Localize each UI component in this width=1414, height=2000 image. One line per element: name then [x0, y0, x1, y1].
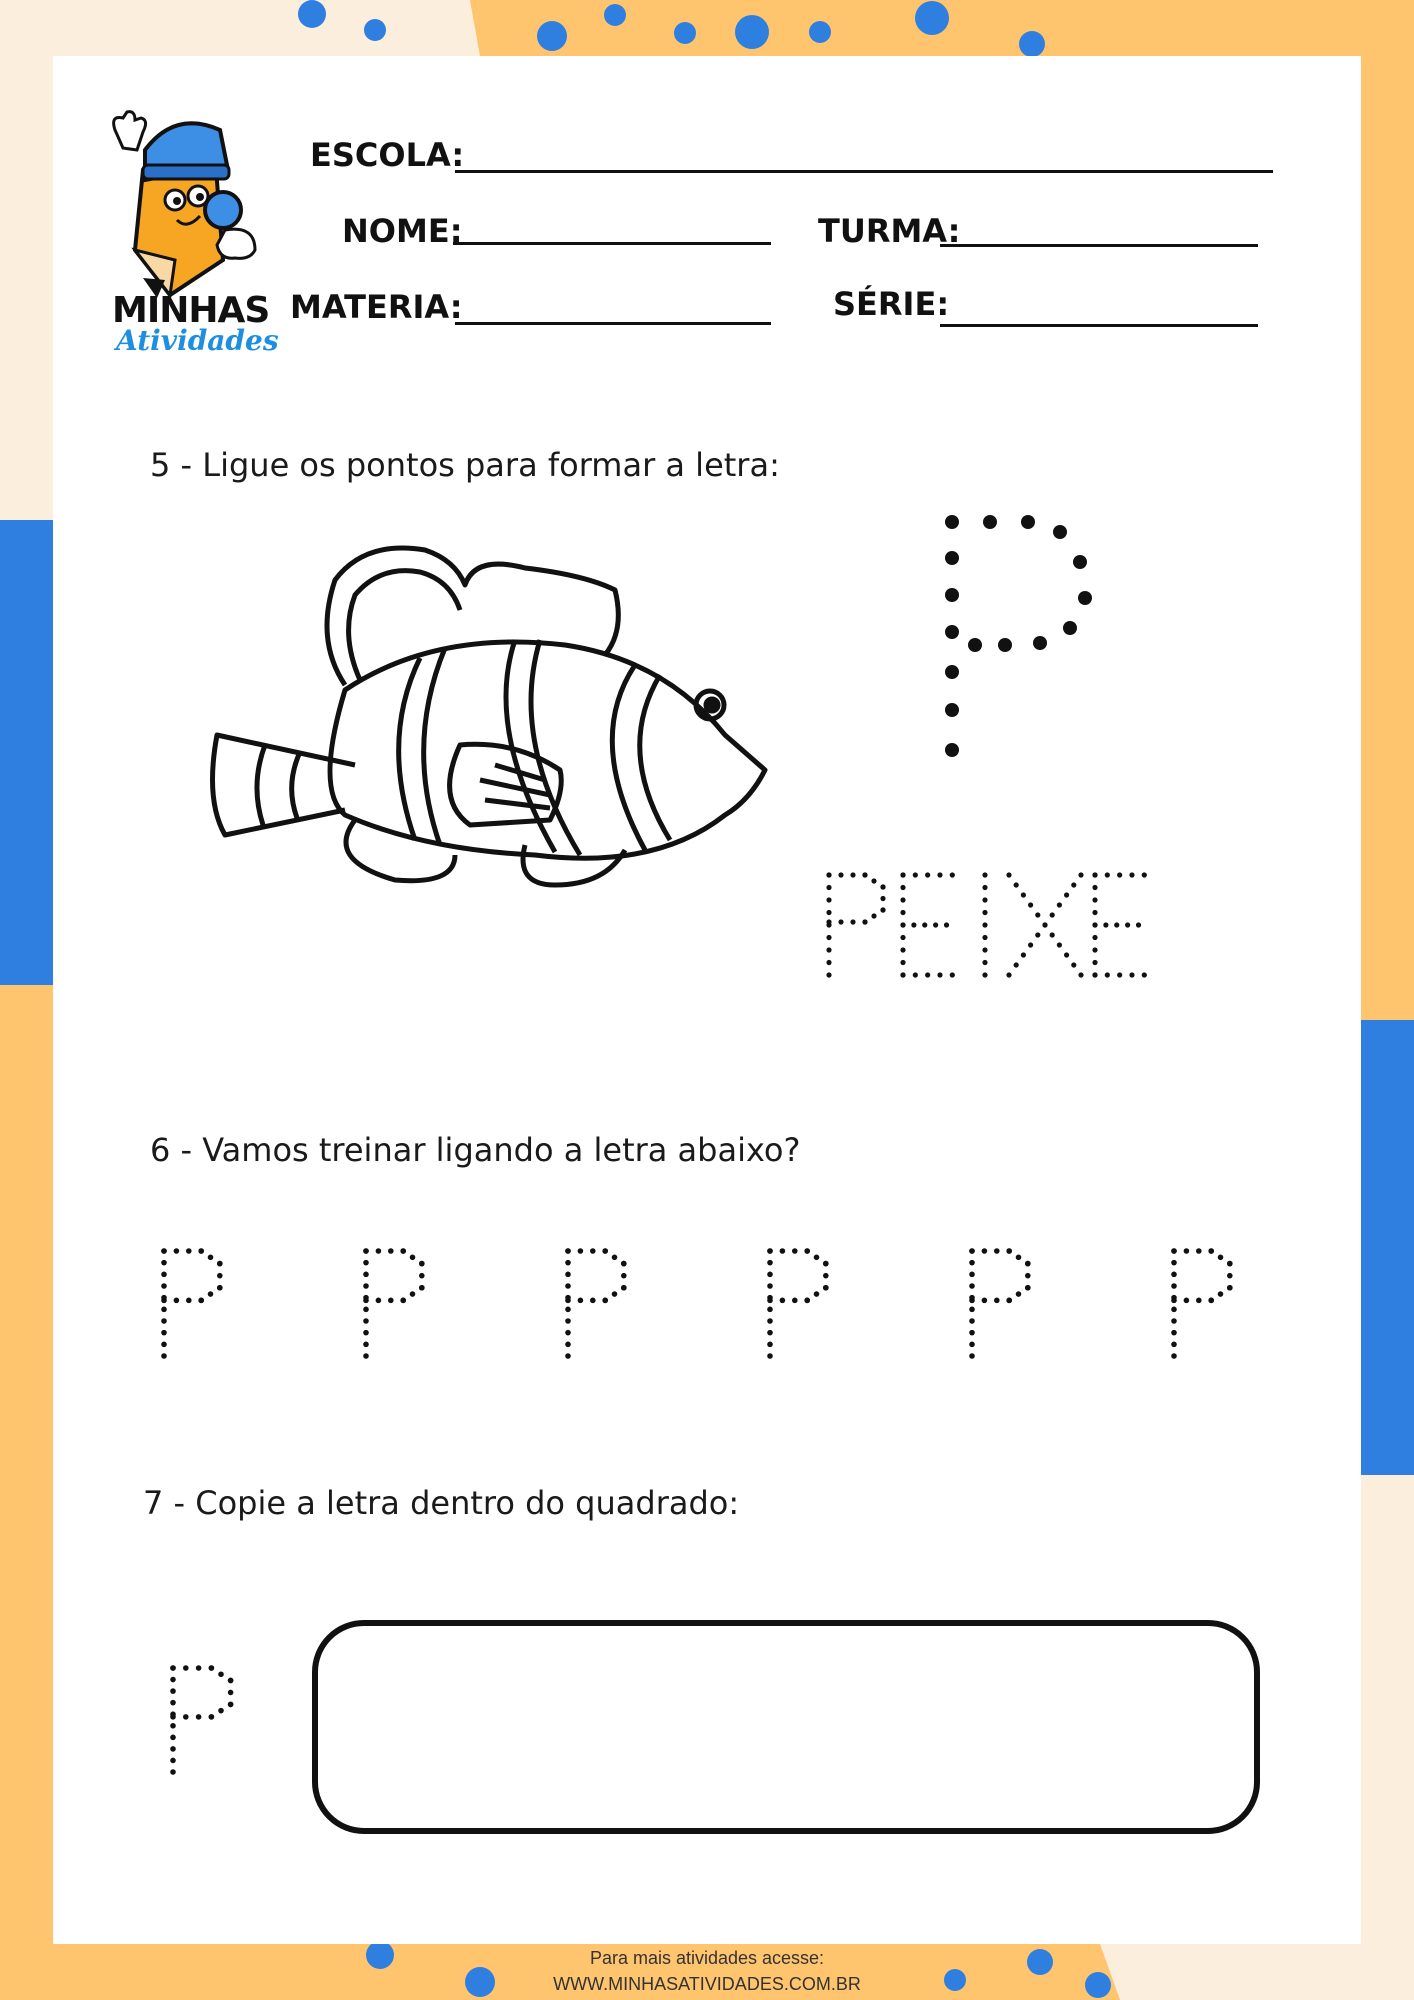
practice-dotted-letter — [764, 1245, 844, 1365]
serie-field[interactable] — [940, 324, 1258, 327]
turma-label: TURMA: — [818, 212, 961, 250]
question-7: 7 - Copie a letra dentro do quadrado: — [143, 1484, 740, 1522]
copy-letter-box[interactable] — [312, 1620, 1260, 1834]
practice-dotted-letter — [360, 1245, 440, 1365]
logo-subtitle: Atividades — [116, 324, 279, 357]
practice-dotted-letter — [966, 1245, 1046, 1365]
practice-dotted-letter — [1168, 1245, 1248, 1365]
nome-field[interactable] — [453, 242, 771, 245]
nome-label: NOME: — [342, 212, 463, 250]
question-5: 5 - Ligue os pontos para formar a letra: — [150, 446, 780, 484]
practice-dotted-letter — [158, 1245, 238, 1365]
logo-title: MINHAS — [112, 290, 270, 331]
clownfish-illustration — [205, 540, 775, 895]
dotted-word-peixe — [825, 870, 1205, 985]
copy-dotted-letter-p — [165, 1660, 255, 1780]
escola-label: ESCOLA: — [310, 136, 465, 174]
turma-field[interactable] — [940, 244, 1258, 247]
question-6: 6 - Vamos treinar ligando a letra abaixo? — [150, 1131, 801, 1169]
practice-dotted-letter — [562, 1245, 642, 1365]
escola-field[interactable] — [455, 170, 1273, 173]
materia-label: MATERIA: — [290, 288, 463, 326]
big-dotted-letter-p — [930, 510, 1130, 780]
pencil-mascot-logo — [105, 110, 265, 300]
footer-website[interactable]: WWW.MINHASATIVIDADES.COM.BR — [553, 1974, 861, 1994]
serie-label: SÉRIE: — [833, 285, 950, 323]
materia-field[interactable] — [455, 322, 771, 325]
footer-line-1: Para mais atividades acesse: — [589, 1948, 825, 1968]
